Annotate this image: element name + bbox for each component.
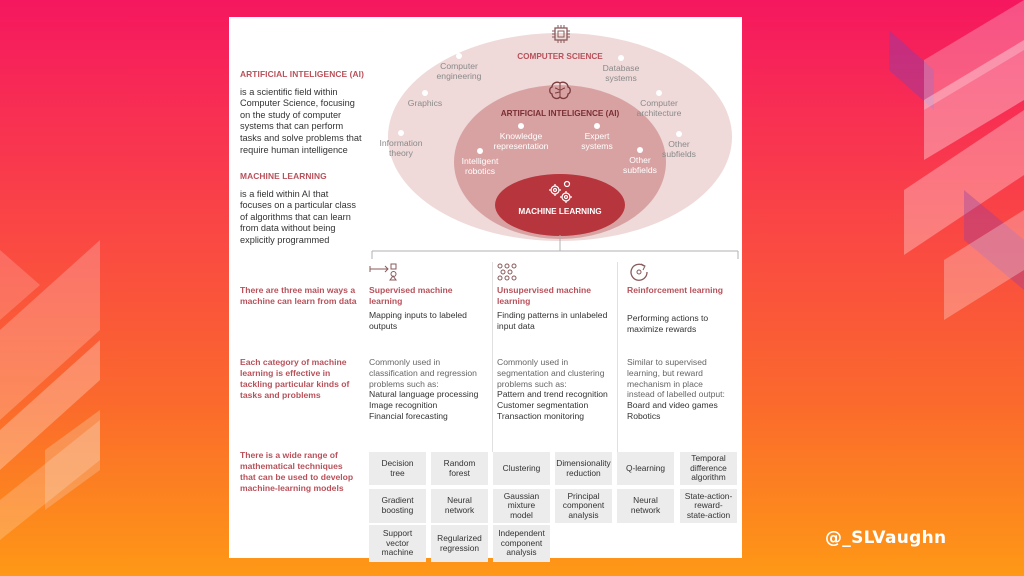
category-title bbox=[369, 285, 453, 306]
technique-tile bbox=[617, 452, 674, 485]
description-line: is a scientific field within bbox=[240, 86, 338, 97]
author-handle: @_SLVaughn bbox=[825, 528, 947, 548]
subfield-label: Information bbox=[379, 138, 423, 148]
subfield-label: engineering bbox=[436, 71, 482, 81]
row-label-line: learning is effective in bbox=[240, 368, 331, 378]
technique-label: regression bbox=[439, 542, 480, 553]
cs-subfield bbox=[424, 53, 494, 81]
use-intro-line: mechanism in place bbox=[627, 378, 703, 389]
technique-label: reduction bbox=[566, 467, 601, 478]
category-title-line: learning bbox=[369, 295, 403, 306]
technique-tile bbox=[680, 452, 737, 485]
definition-line: maximize rewards bbox=[627, 323, 697, 334]
use-intro-line: Similar to supervised bbox=[627, 357, 707, 367]
bullet-dot-icon bbox=[676, 131, 682, 137]
technique-label: reward- bbox=[694, 500, 723, 511]
technique-label: forest bbox=[449, 467, 470, 478]
subfield-label: architecture bbox=[636, 108, 682, 118]
background-decoration-right bbox=[884, 0, 1024, 576]
technique-label: analysis bbox=[506, 547, 537, 558]
use-case: Board and video games bbox=[627, 400, 718, 411]
use-intro-line: Commonly used in bbox=[497, 357, 569, 367]
use-cases bbox=[497, 357, 608, 422]
technique-label: Gradient bbox=[381, 495, 414, 506]
description-line: Computer Science, focusing bbox=[240, 98, 355, 109]
use-case: Financial forecasting bbox=[369, 410, 448, 421]
ai-subfield bbox=[485, 123, 557, 151]
subfield-label: Computer bbox=[440, 61, 478, 71]
technique-label: State-action- bbox=[684, 490, 733, 501]
subfield-label: theory bbox=[389, 148, 413, 158]
subfield-label: Other bbox=[629, 155, 651, 165]
category-title bbox=[497, 285, 591, 306]
infographic-card bbox=[229, 17, 742, 558]
technique-label: Principal bbox=[567, 490, 600, 501]
subfield-label: representation bbox=[493, 141, 549, 151]
use-intro-line: problems such as: bbox=[497, 378, 567, 389]
technique-label: Neural bbox=[633, 495, 658, 506]
definition-line: Finding patterns in unlabeled bbox=[497, 310, 608, 320]
technique-tile bbox=[493, 489, 550, 523]
description-line: tasks and solve problems that bbox=[240, 132, 362, 143]
use-cases bbox=[627, 357, 725, 422]
reinforcement-learning-icon bbox=[627, 261, 653, 288]
row-label bbox=[240, 285, 362, 307]
use-intro-line: problems such as: bbox=[369, 378, 439, 389]
technique-tile bbox=[493, 452, 550, 485]
technique-tile bbox=[431, 452, 488, 485]
ai-subfield bbox=[444, 148, 516, 176]
description-line: systems that can perform bbox=[240, 121, 344, 132]
definition-line: input data bbox=[497, 320, 535, 331]
definition-line: Performing actions to bbox=[627, 313, 709, 323]
row-label-line: that can be used to develop bbox=[240, 472, 354, 482]
technique-tile bbox=[369, 489, 426, 523]
column-divider bbox=[617, 262, 618, 452]
technique-label: Neural bbox=[447, 495, 472, 506]
subfield-label: Knowledge bbox=[499, 131, 543, 141]
cs-subfield bbox=[624, 90, 694, 118]
description-line: explicitly programmed bbox=[240, 234, 330, 245]
technique-tile bbox=[431, 525, 488, 562]
bullet-dot-icon bbox=[477, 148, 483, 154]
description-line: of algorithms that can learn bbox=[240, 211, 351, 222]
ml-heading: MACHINE LEARNING bbox=[240, 171, 327, 181]
technique-label: difference bbox=[690, 462, 727, 473]
subfield-label: Database bbox=[602, 63, 640, 73]
subfield-label: Computer bbox=[640, 98, 678, 108]
use-intro-line: segmentation and clustering bbox=[497, 367, 605, 378]
subfield-label: Expert bbox=[584, 131, 610, 141]
technique-label: network bbox=[444, 505, 475, 515]
technique-label: Regularized bbox=[437, 532, 482, 543]
subfield-label: subfields bbox=[623, 165, 657, 175]
technique-label: component bbox=[562, 500, 605, 511]
technique-label: Independent bbox=[498, 528, 545, 539]
supervised-learning-icon bbox=[369, 263, 399, 286]
technique-label: mixture bbox=[507, 500, 536, 511]
category-title bbox=[627, 285, 723, 296]
technique-tile bbox=[555, 452, 612, 485]
subfield-label: Other bbox=[668, 139, 690, 149]
technique-label: network bbox=[630, 505, 661, 515]
technique-label: tree bbox=[390, 467, 405, 478]
ai-subfield bbox=[604, 147, 676, 175]
bullet-dot-icon bbox=[656, 90, 662, 96]
use-intro-line: Commonly used in bbox=[369, 357, 441, 367]
cs-subfield bbox=[586, 55, 656, 83]
technique-label: Gaussian bbox=[503, 490, 540, 501]
category-definition bbox=[497, 310, 607, 332]
category-title-line: learning bbox=[497, 295, 531, 306]
bullet-dot-icon bbox=[398, 130, 404, 136]
column-divider bbox=[492, 262, 493, 452]
use-intro-line: classification and regression bbox=[369, 367, 477, 378]
technique-tile bbox=[555, 489, 612, 523]
cs-subfield bbox=[366, 130, 436, 158]
category-definition bbox=[627, 313, 708, 335]
description-line: require human intelligence bbox=[240, 144, 348, 155]
row-label-line: There are three main ways a bbox=[240, 285, 356, 295]
definition-line: outputs bbox=[369, 320, 398, 331]
cs-subfield bbox=[390, 90, 460, 108]
technique-label: Q-learning bbox=[625, 462, 666, 473]
subfield-label: Graphics bbox=[407, 98, 443, 108]
bullet-dot-icon bbox=[422, 90, 428, 96]
use-case: Image recognition bbox=[369, 400, 438, 411]
ai-heading: ARTIFICIAL INTELIGENCE (AI) bbox=[240, 69, 364, 79]
technique-label: Temporal bbox=[691, 453, 726, 464]
technique-tile bbox=[369, 452, 426, 485]
technique-label: vector bbox=[386, 537, 409, 548]
use-case: Transaction monitoring bbox=[497, 410, 585, 421]
bullet-dot-icon bbox=[637, 147, 643, 153]
ml-circle bbox=[495, 174, 625, 236]
technique-label: boosting bbox=[381, 505, 414, 515]
use-case: Customer segmentation bbox=[497, 400, 589, 411]
subfield-label: systems bbox=[581, 141, 613, 151]
technique-label: Support bbox=[382, 528, 413, 539]
row-label bbox=[240, 450, 362, 494]
subfield-label: systems bbox=[605, 73, 637, 83]
row-label-line: tasks and problems bbox=[240, 390, 321, 400]
use-intro-line: instead of labelled output: bbox=[627, 389, 725, 400]
bullet-dot-icon bbox=[518, 123, 524, 129]
subfield-label: subfields bbox=[662, 149, 696, 159]
subfield-label: Intelligent bbox=[461, 156, 499, 166]
unsupervised-learning-icon bbox=[497, 263, 523, 286]
bullet-dot-icon bbox=[456, 53, 462, 59]
category-title-line: Reinforcement learning bbox=[627, 285, 723, 295]
cs-title: COMPUTER SCIENCE bbox=[517, 52, 603, 61]
row-label-line: tackling particular kinds of bbox=[240, 379, 350, 389]
bullet-dot-icon bbox=[594, 123, 600, 129]
bullet-dot-icon bbox=[618, 55, 624, 61]
technique-tile bbox=[680, 489, 737, 523]
technique-tile bbox=[617, 489, 674, 523]
row-label-line: mathematical techniques bbox=[240, 461, 343, 471]
subfield-label: robotics bbox=[464, 166, 496, 176]
technique-label: state-action bbox=[686, 509, 731, 520]
use-intro-line: learning, but reward bbox=[627, 367, 703, 378]
technique-label: component bbox=[500, 537, 543, 548]
technique-label: algorithm bbox=[691, 472, 726, 483]
description-line: is a field within AI that bbox=[240, 188, 329, 199]
technique-tile bbox=[369, 525, 426, 562]
category-title-line: Supervised machine bbox=[369, 285, 453, 295]
row-label-line: machine can learn from data bbox=[240, 296, 357, 306]
use-cases bbox=[369, 357, 478, 422]
ml-title: MACHINE LEARNING bbox=[518, 207, 602, 216]
category-title-line: Unsupervised machine bbox=[497, 285, 592, 295]
row-label bbox=[240, 357, 362, 401]
category-definition bbox=[369, 310, 467, 332]
technique-label: machine bbox=[381, 547, 414, 558]
use-case: Pattern and trend recognition bbox=[497, 389, 608, 400]
technique-label: analysis bbox=[568, 509, 599, 520]
row-label-line: machine-learning models bbox=[240, 483, 344, 493]
description-line: from data without being bbox=[240, 223, 336, 234]
use-case: Natural language processing bbox=[369, 389, 479, 400]
ai-title: ARTIFICIAL INTELIGENCE (AI) bbox=[500, 109, 620, 118]
technique-label: Clustering bbox=[502, 462, 541, 473]
technique-label: Random bbox=[443, 457, 476, 468]
technique-label: Decision bbox=[381, 457, 414, 468]
technique-label: model bbox=[510, 509, 533, 520]
definition-line: Mapping inputs to labeled bbox=[369, 310, 467, 320]
row-label-line: There is a wide range of bbox=[240, 450, 338, 460]
background-decoration-left bbox=[0, 0, 120, 576]
description-line: focuses on a particular class bbox=[240, 200, 356, 211]
row-label-line: Each category of machine bbox=[240, 357, 347, 367]
technique-tile bbox=[431, 489, 488, 523]
description-line: on the study of computer bbox=[240, 109, 342, 120]
technique-tile bbox=[493, 525, 550, 562]
technique-label: Dimensionality bbox=[556, 457, 611, 468]
use-case: Robotics bbox=[627, 410, 661, 421]
